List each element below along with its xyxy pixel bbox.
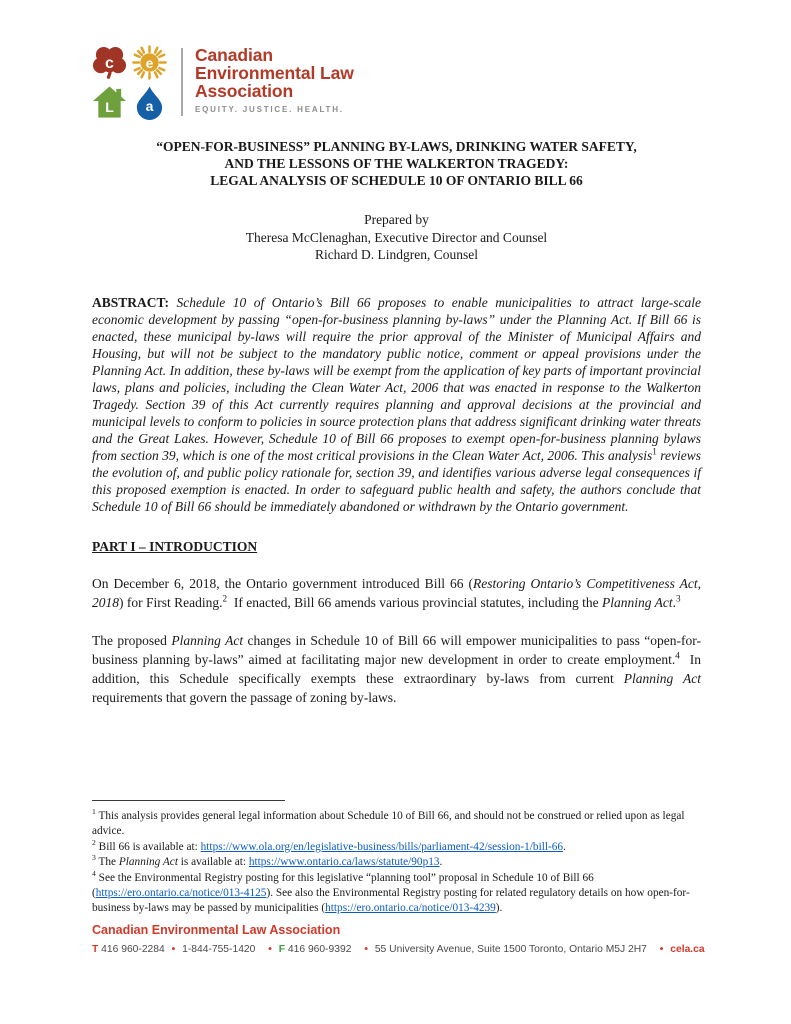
cela-logo (92, 45, 701, 120)
phone-1: 416 960-2284 (101, 943, 165, 955)
org-name-line1: Canadian (195, 45, 273, 65)
byline (92, 211, 701, 264)
footnote-1: $^1$ This analysis provides general legal information about Schedule 10 of Bill 66, and should not be construed or relied upon as legal advice. (92, 807, 685, 838)
logo-icon-grid (92, 45, 167, 120)
fax-number: 416 960-9392 (287, 943, 352, 955)
sun-letter: e (145, 54, 154, 71)
footnote-ref-4: 4 (675, 650, 680, 660)
italic-act-title: Restoring Ontario’s Competitiveness Act, 2018 (92, 575, 701, 610)
prepared-by-label: Prepared by (364, 212, 429, 227)
italic-planning-act: Planning Act (602, 594, 673, 610)
footer-contact (92, 943, 705, 955)
italic-planning-act: Planning Act (623, 670, 702, 686)
footnote-ref-3: 3 (676, 593, 681, 603)
ero-notice-4125-link[interactable]: https://ero.ontario.ca/notice/013-4125 (95, 887, 267, 900)
intro-paragraph-2: The proposed Planning Act changes in Schedule 10 of Bill 66 will empower municipalities to pass “open-for-business planning by-laws” aimed at facilitating major new development in order to create employment.$^4$ In addition, this Schedule specifically exempts these extraordinary by-laws from current Planning Act requirements that govern the passage of zoning by-laws. (92, 632, 702, 705)
title-line-1: “OPEN-FOR-BUSINESS” PLANNING BY-LAWS, DRINKING WATER SAFETY, (156, 139, 637, 154)
phone-label: T (92, 943, 99, 955)
logo-text (195, 45, 354, 114)
leaf-letter: c (105, 54, 114, 72)
intro-paragraph-1: On December 6, 2018, the Ontario government introduced Bill 66 (Restoring Ontario’s Competitiveness Act, 2018) for First Reading.$^2$ If enacted, Bill 66 amends various provincial statutes, including the Planning Act.$^3$ (92, 575, 701, 610)
author-1: Theresa McClenaghan, Executive Director and Counsel (245, 229, 548, 245)
drop-icon (132, 85, 167, 120)
footer-brand: Canadian Environmental Law Association (92, 922, 341, 937)
org-name-line2: Environmental Law (195, 63, 354, 83)
bullet-separator: • (268, 943, 272, 955)
leaf-icon (92, 45, 127, 80)
footnote-3: $^3$ The Planning Act is available at: https://www.ontario.ca/laws/statute/90p13. (92, 853, 443, 869)
org-tagline: EQUITY. JUSTICE. HEALTH. (195, 105, 344, 114)
website-link[interactable]: cela.ca (670, 943, 705, 955)
org-name-line3: Association (195, 81, 294, 101)
house-letter: L (105, 98, 114, 115)
footnote-4: $^4$ See the Environmental Registry posting for this legislative “planning tool” proposal in Schedule 10 of Bill 66 (https://ero.ontario.ca/notice/013-4125). See also the Environmental Registry posting for related regulatory details on how open-for-business by-laws may be passed by municipalities (https://ero.ontario.ca/notice/013-4239). (92, 868, 690, 915)
phone-2: 1-844-755-1420 (182, 943, 256, 955)
bullet-separator: • (171, 943, 176, 955)
bill-66-link[interactable]: https://www.ola.org/en/legislative-business/bills/parliament-42/session-1/bill-66 (200, 840, 564, 853)
italic-planning-act: Planning Act (118, 856, 178, 869)
abstract-paragraph (92, 294, 701, 515)
planning-act-link[interactable]: https://www.ontario.ca/laws/statute/90p13 (248, 856, 440, 869)
abstract-text-1: Schedule 10 of Ontario’s Bill 66 proposes to enable municipalities to attract large-scale economic development by passing “open-for-business planning by-laws” under the Planning Act. If Bill 66 is enacted, these municipal by-laws will require the prior approval of the Minister of Municipal Affairs and Housing, but will not be subject to the mandatory public notice, comment or appeal provisions under the Planning Act. In addition, these by-laws will be exempt from the application of key parts of important provincial laws, plans and policies, including the Clean Water Act, 2006 that was enacted in response to the Walkerton Tragedy. Section 39 of this Act currently requires planning and approval decisions at the provincial and municipal levels to conform to policies in source protection plans that address significant drinking water threats and the Great Lakes. However, Schedule 10 of Bill 66 proposes to exempt open-for-business planning bylaws from section 39, which is one of the most critical provisions in the Clean Water Act, 2006. This analysis (92, 294, 701, 463)
ero-notice-4239-link[interactable]: https://ero.ontario.ca/notice/013-4239 (325, 902, 496, 915)
house-icon (92, 85, 127, 120)
footnote-ref-2: 2 (222, 593, 228, 603)
logo-divider (181, 48, 183, 116)
bullet-separator: • (659, 943, 664, 955)
bullet-separator: • (364, 943, 368, 955)
author-2: Richard D. Lindgren, Counsel (314, 247, 479, 262)
footnote-separator (92, 800, 285, 801)
document-title (92, 138, 701, 189)
footer-block (92, 800, 705, 955)
sun-icon (132, 45, 167, 80)
footnote-ref-1: 1 (652, 446, 657, 456)
section-heading-part1: PART I – INTRODUCTION (92, 538, 258, 554)
abstract-label: ABSTRACT: (92, 294, 170, 310)
abstract-text-2: reviews the evolution of, and public policy rationale for, section 39, and identifies various adverse legal consequences if this proposed exemption is enacted. In order to safeguard public health and safety, the authors conclude that Schedule 10 of Bill 66 should be immediately abandoned or withdrawn by the Ontario government. (92, 447, 701, 514)
title-line-2: AND THE LESSONS OF THE WALKERTON TRAGEDY: (224, 156, 569, 171)
drop-letter: a (145, 97, 154, 114)
footnote-2: $^2$ Bill 66 is available at: https://www.ola.org/en/legislative-business/bills/parliament-42/session-1/bill-66. (92, 838, 566, 853)
fax-label: F (278, 943, 286, 955)
address: 55 University Avenue, Suite 1500 Toronto, Ontario M5J 2H7 (374, 943, 647, 955)
title-line-3: LEGAL ANALYSIS OF SCHEDULE 10 OF ONTARIO BILL 66 (210, 173, 583, 188)
italic-planning-act: Planning Act (171, 632, 244, 648)
